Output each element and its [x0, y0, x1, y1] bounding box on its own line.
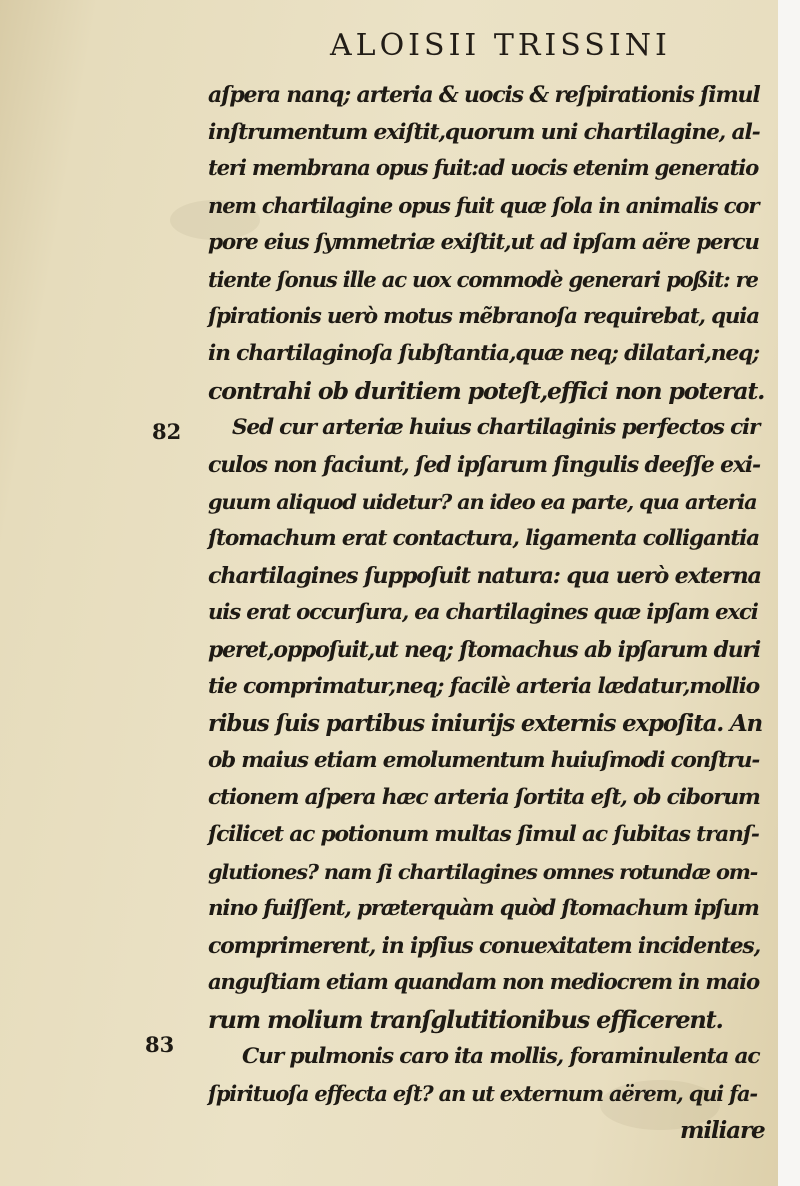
- text-line: ob maius etiam emolumentum huiuſmodi conſtru-: [208, 748, 760, 773]
- text-line: ſpirituoſa effecta eſt? an ut externum aërem, qui fa-: [208, 1081, 757, 1106]
- text-line: culos non faciunt, ſed ipſarum ſingulis deeſſe exi-: [208, 452, 760, 478]
- text-line: nem chartilagine opus fuit quæ ſola in animalis cor: [208, 193, 759, 218]
- margin-number-82: 82: [152, 419, 182, 444]
- text-line: nino fuiſſent, præterquàm quòd ſtomachum ipſum: [208, 896, 759, 921]
- text-line: ctionem aſpera hæc arteria ſortita eſt, ob ciborum: [208, 785, 760, 810]
- text-line: aſpera nanq; arteria & uocis & reſpirationis ſimul: [208, 82, 760, 108]
- text-line: tie comprimatur,neq; facilè arteria lædatur,mollio: [208, 674, 760, 699]
- text-line: teri membrana opus fuit:ad uocis etenim generatio: [208, 156, 759, 181]
- text-line: inſtrumentum exiſtit,quorum uni chartilagine, al-: [208, 119, 760, 145]
- catchword: miliare: [680, 1117, 765, 1144]
- text-line: pore eius ſymmetriæ exiſtit,ut ad ipſam aëre percu: [208, 230, 759, 255]
- text-line: ſcilicet ac potionum multas ſimul ac ſubitas tranſ-: [208, 822, 759, 847]
- text-line: in chartilaginoſa ſubſtantia,quæ neq; dilatari,neq;: [208, 341, 759, 366]
- text-line: glutiones? nam ſi chartilagines omnes rotundæ om-: [208, 859, 758, 884]
- text-line: rum molium tranſglutitionibus efficerent.: [208, 1005, 723, 1034]
- text-line: contrahi ob duritiem poteſt,effici non poterat.: [208, 377, 765, 405]
- running-head: ALOISII TRISSINI: [330, 28, 671, 63]
- scan-margin: [778, 0, 800, 1186]
- text-line: Sed cur arteriæ huius chartilaginis perfectos cir: [232, 415, 760, 440]
- text-line: ſtomachum erat contactura, ligamenta colligantia: [208, 526, 760, 551]
- text-line: uis erat occurſura, ea chartilagines quæ ipſam exci: [208, 600, 758, 625]
- text-line: tiente ſonus ille ac uox commodè generari poßit: re: [208, 267, 758, 292]
- text-line: peret,oppoſuit,ut neq; ſtomachus ab ipſarum duri: [208, 637, 761, 663]
- margin-number-83: 83: [145, 1032, 175, 1057]
- text-line: Cur pulmonis caro ita mollis, foraminulenta ac: [242, 1044, 760, 1069]
- text-line: ribus ſuis partibus iniurijs externis expoſita. An: [208, 710, 763, 737]
- text-line: guum aliquod uidetur? an ideo ea parte, qua arteria: [208, 489, 757, 514]
- text-line: chartilagines ſuppoſuit natura: qua uerò externa: [208, 563, 761, 589]
- text-line: anguſtiam etiam quandam non mediocrem in maio: [208, 970, 759, 995]
- text-line: comprimerent, in ipſius conuexitatem incidentes,: [208, 933, 761, 959]
- text-line: ſpirationis uerò motus mẽbranoſa requirebat, quia: [208, 304, 759, 329]
